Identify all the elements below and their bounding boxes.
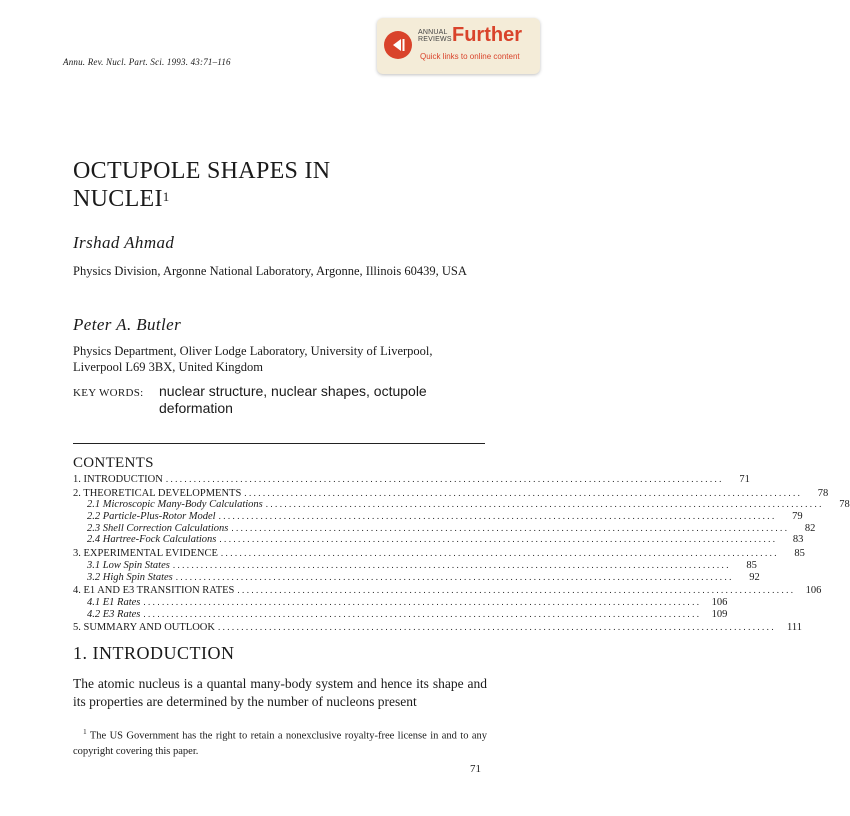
further-label: Further	[452, 24, 522, 46]
key-words-text: nuclear structure, nuclear shapes, octupole deformation	[159, 383, 427, 416]
annual-reviews-further-banner[interactable]	[377, 18, 540, 74]
toc-subentry[interactable]: 2.1 Microscopic Many-Body Calculations ........................................................................................................................ 78	[87, 499, 850, 511]
toc-subentry[interactable]: 3.1 Low Spin States ........................................................................................................................ 85	[87, 559, 757, 571]
toc-entry[interactable]: 4. E1 AND E3 TRANSITION RATES ........................................................................................................................ 106	[73, 585, 822, 597]
toc-subentry[interactable]: 4.2 E3 Rates ........................................................................................................................ 109	[87, 608, 728, 620]
author-name: Irshad Ahmad	[73, 233, 175, 252]
section-heading: 1. INTRODUCTION	[73, 643, 235, 663]
toc-subentry[interactable]: 2.3 Shell Correction Calculations ........................................................................................................................ 82	[87, 522, 816, 534]
page-number: 71	[470, 763, 481, 775]
article-title	[73, 157, 330, 213]
author-affiliation: Physics Division, Argonne National Laboratory, Argonne, Illinois 60439, USA	[73, 264, 467, 278]
footnote-mark: 1	[83, 728, 87, 736]
key-words-label: KEY WORDS:	[73, 387, 144, 399]
toc-entry[interactable]: 1. INTRODUCTION ........................................................................................................................ 71	[73, 474, 750, 485]
divider	[73, 443, 485, 444]
title-line-2: NUCLEI	[73, 186, 163, 212]
title-line-1: OCTUPOLE SHAPES IN	[73, 158, 331, 184]
title-footnote-mark[interactable]: 1	[162, 189, 170, 204]
toc-entry[interactable]: 5. SUMMARY AND OUTLOOK ........................................................................................................................ 111	[73, 622, 802, 634]
contents-heading: CONTENTS	[73, 455, 154, 471]
author-name: Peter A. Butler	[73, 315, 182, 334]
journal-reference: Annu. Rev. Nucl. Part. Sci. 1993. 43:71–116	[63, 57, 231, 67]
play-icon	[384, 31, 412, 59]
toc-entry[interactable]: 3. EXPERIMENTAL EVIDENCE ........................................................................................................................ 85	[73, 548, 805, 560]
toc-subentry[interactable]: 2.2 Particle-Plus-Rotor Model ........................................................................................................................ 79	[87, 511, 803, 523]
quick-links-text: Quick links to online content	[420, 52, 520, 61]
footnote	[73, 725, 487, 759]
body-paragraph: The atomic nucleus is a quantal many-body system and hence its shape and its properties are determined by the number of nucleons present	[73, 676, 487, 709]
annual-reviews-logo-text: ANNUAL REVIEWS	[418, 29, 452, 43]
toc-entry[interactable]: 2. THEORETICAL DEVELOPMENTS ........................................................................................................................ 78	[73, 487, 829, 499]
author-affiliation: Physics Department, Oliver Lodge Laboratory, University of Liverpool, Liverpool L69 3BX, United Kingdom	[73, 344, 433, 374]
toc-subentry[interactable]: 2.4 Hartree-Fock Calculations ........................................................................................................................ 83	[87, 534, 804, 546]
table-of-contents	[73, 474, 850, 634]
footnote-text: The US Government has the right to retain a nonexclusive royalty-free license in and to any copyright covering this paper.	[73, 730, 487, 757]
toc-subentry[interactable]: 4.1 E1 Rates ........................................................................................................................ 106	[87, 596, 728, 608]
toc-subentry[interactable]: 3.2 High Spin States ........................................................................................................................ 92	[87, 571, 760, 583]
